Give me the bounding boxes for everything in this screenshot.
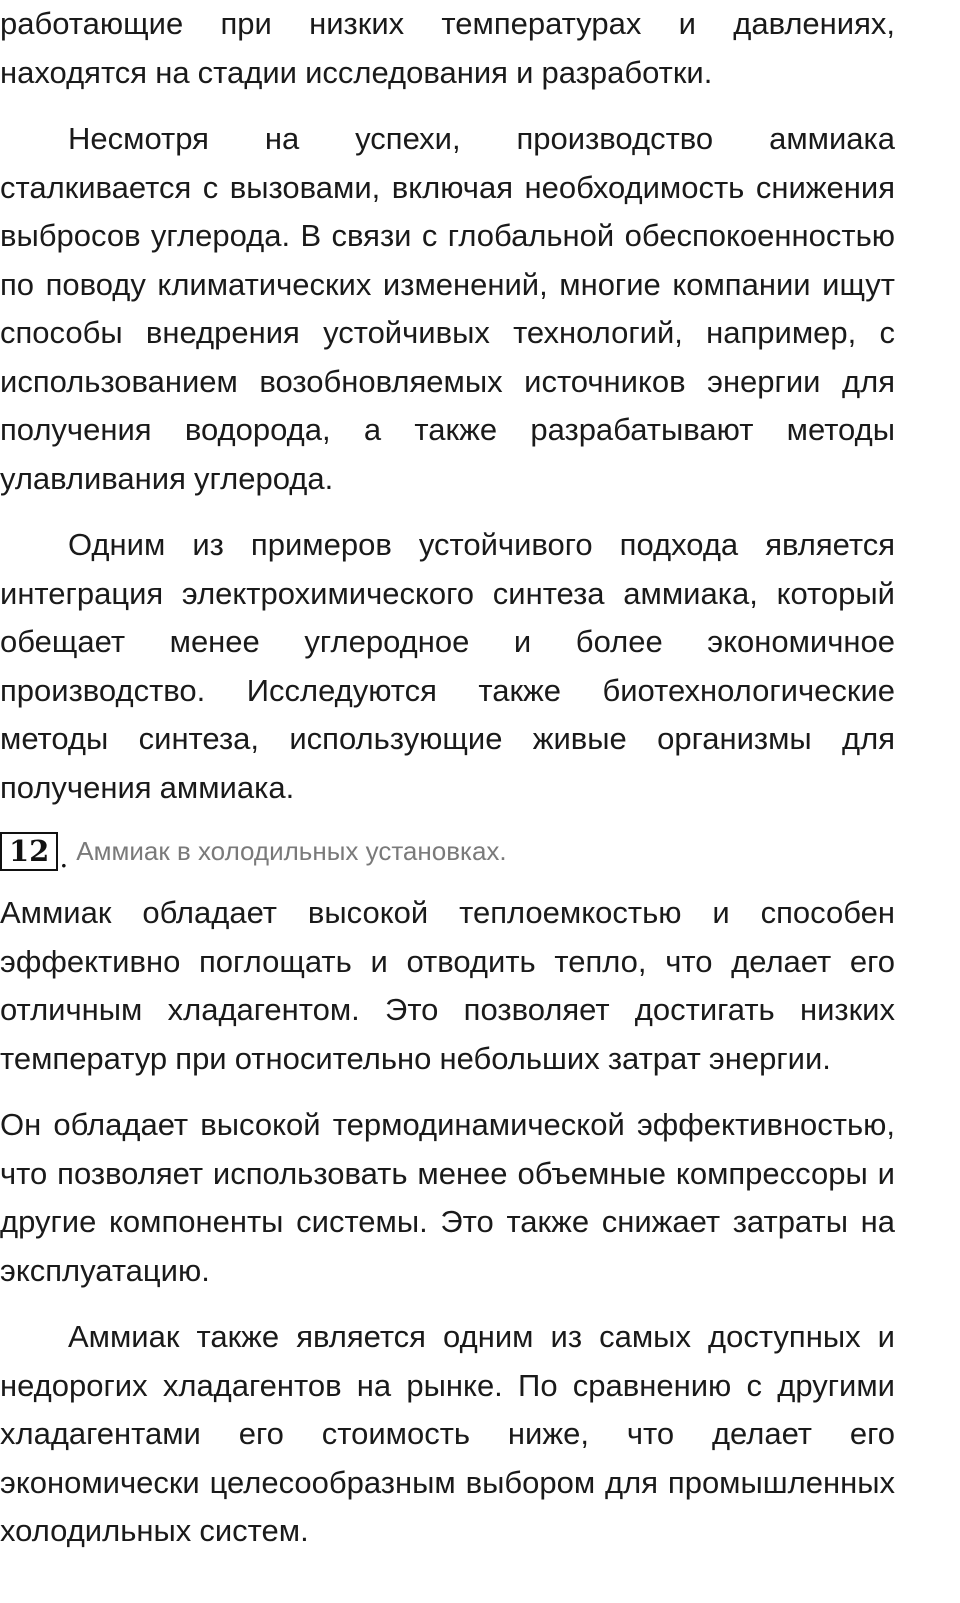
paragraph-continuation: работающие при низких температурах и давлениях, находятся на стадии исследования и разработки. (0, 6, 895, 90)
paragraph-efficiency: Он обладает высокой термодинамической эффективностью, что позволяет использовать менее объемные компрессоры и другие компоненты системы. Это также снижает затраты на эксплуатацию. (0, 1107, 895, 1288)
paragraph-challenges: Несмотря на успехи, производство аммиака сталкивается с вызовами, включая необходимость снижения выбросов углерода. В связи с глобальной обеспокоенностью по поводу климатических изменений, многие компании ищут способы внедрения устойчивых технологий, например, с использованием возобновляемых источников энергии для получения водорода, а также разрабатывают методы улавливания углерода. (0, 121, 895, 496)
section-number-box: 12 (0, 832, 58, 871)
section-title: Аммиак в холодильных установках. (76, 835, 507, 866)
section-heading (0, 829, 895, 873)
paragraph-sustainable-approach: Одним из примеров устойчивого подхода является интеграция электрохимического синтеза аммиака, который обещает менее углеродное и более экономичное производство. Исследуются также биотехнологические методы синтеза, использующие живые организмы для получения аммиака. (0, 527, 895, 805)
section-number-dot: . (59, 841, 69, 874)
paragraph-heat-capacity: Аммиак обладает высокой теплоемкостью и способен эффективно поглощать и отводить тепло, что делает его отличным хладагентом. Это позволяет достигать низких температур при относительно небольших затрат энергии. (0, 895, 895, 1076)
paragraph-cost: Аммиак также является одним из самых доступных и недорогих хладагентов на рынке. По сравнению с другими хладагентами его стоимость ниже, что делает его экономически целесообразным выбором для промышленных холодильных систем. (0, 1319, 895, 1548)
